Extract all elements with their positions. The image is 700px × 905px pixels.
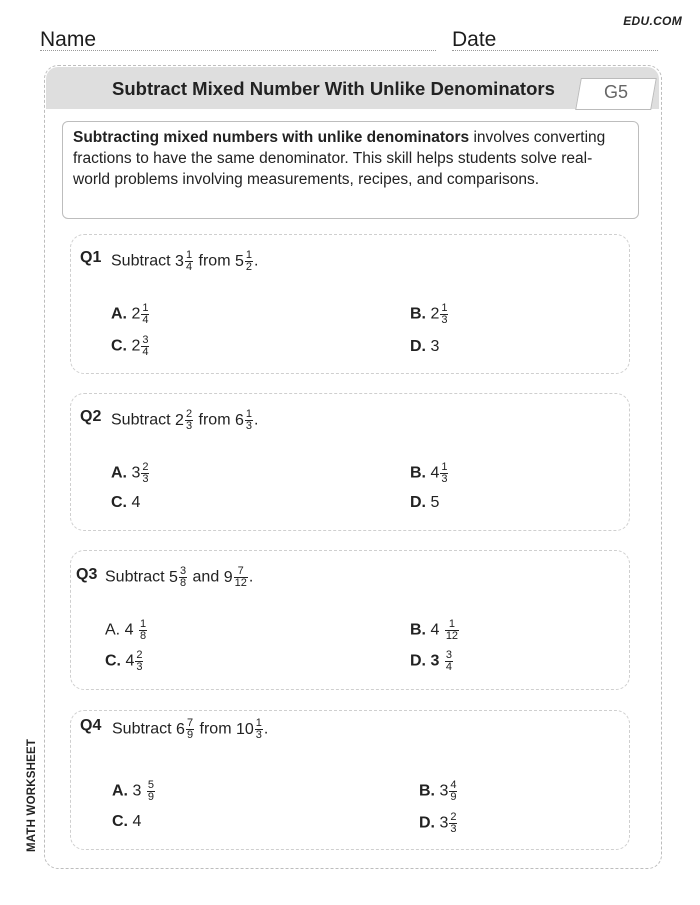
whole-part: 5 xyxy=(234,252,244,270)
mixed-number xyxy=(176,717,195,741)
option-a[interactable] xyxy=(112,780,156,803)
numerator: 4 xyxy=(450,779,457,791)
option-b[interactable] xyxy=(410,462,449,485)
denominator: 9 xyxy=(186,729,194,741)
whole-part: 3 xyxy=(430,652,440,670)
whole-part: 3 xyxy=(175,252,184,270)
numerator: 7 xyxy=(237,565,244,577)
question-number: Q2 xyxy=(80,408,102,425)
option-letter: C. xyxy=(111,337,127,355)
denominator: 3 xyxy=(441,473,448,485)
mixed-number xyxy=(223,565,249,589)
denominator: 8 xyxy=(179,577,187,589)
question-connector: from xyxy=(199,720,232,738)
fraction xyxy=(440,462,448,485)
mixed-number xyxy=(235,717,264,741)
whole-part: 4 xyxy=(131,494,141,511)
option-letter: B. xyxy=(410,464,426,482)
denominator: 3 xyxy=(185,420,193,432)
numerator: 1 xyxy=(448,618,455,630)
denominator: 3 xyxy=(142,473,149,485)
fraction xyxy=(179,566,187,589)
denominator: 4 xyxy=(142,314,149,326)
question-connector: from xyxy=(198,411,231,429)
option-letter: C. xyxy=(105,652,121,670)
whole-part: 9 xyxy=(223,568,233,586)
question-text xyxy=(111,409,258,432)
whole-part: 3 xyxy=(131,464,141,482)
denominator: 3 xyxy=(136,661,143,673)
question-verb: Subtract xyxy=(111,411,171,429)
question-number: Q1 xyxy=(80,249,102,266)
numerator: 1 xyxy=(255,717,262,729)
denominator: 9 xyxy=(147,791,154,803)
numerator: 2 xyxy=(185,408,193,420)
numerator: 1 xyxy=(245,249,253,261)
numerator: 1 xyxy=(441,461,448,473)
option-c[interactable] xyxy=(111,494,140,512)
option-c[interactable] xyxy=(112,813,141,831)
question-period: . xyxy=(263,720,269,738)
fraction xyxy=(440,303,448,326)
question-period: . xyxy=(248,568,254,586)
mixed-number xyxy=(169,565,188,589)
question-text xyxy=(112,718,268,741)
fraction xyxy=(445,619,459,642)
denominator: 12 xyxy=(445,630,459,642)
option-letter: A. xyxy=(112,782,128,800)
whole-part: 4 xyxy=(125,652,135,670)
whole-part: 4 xyxy=(430,621,440,639)
option-letter: D. xyxy=(410,652,426,670)
mixed-number xyxy=(234,408,254,432)
option-letter: B. xyxy=(410,305,426,323)
denominator: 4 xyxy=(185,261,193,273)
denominator: 2 xyxy=(245,261,253,273)
whole-part: 3 xyxy=(430,338,440,355)
numerator: 7 xyxy=(186,717,194,729)
name-label: Name xyxy=(40,28,97,51)
denominator: 12 xyxy=(234,577,247,589)
date-label: Date xyxy=(452,28,497,51)
whole-part: 6 xyxy=(176,720,185,738)
mixed-number xyxy=(234,249,254,273)
intro-bold-text: Subtracting mixed numbers with unlike denominators xyxy=(73,129,470,146)
whole-part: 2 xyxy=(430,305,440,323)
option-letter: C. xyxy=(111,494,127,511)
intro-text: involves converting fractions to have the same denominator. This skill helps students solve real-world problems involving measurements, recipes, and comparisons. xyxy=(73,129,606,188)
whole-part: 2 xyxy=(175,411,184,429)
option-letter: B. xyxy=(410,621,426,639)
worksheet-title: Subtract Mixed Number With Unlike Denominators xyxy=(112,78,555,99)
question-text xyxy=(105,566,253,589)
whole-part: 3 xyxy=(439,782,449,800)
question-verb: Subtract xyxy=(111,252,171,270)
numerator: 5 xyxy=(147,779,154,791)
denominator: 3 xyxy=(441,314,448,326)
side-label: MATH WORKSHEET xyxy=(26,738,38,852)
question-connector: from xyxy=(198,252,231,270)
whole-part: 2 xyxy=(131,337,141,355)
fraction xyxy=(255,718,263,741)
option-d[interactable] xyxy=(410,338,439,356)
whole-part: 5 xyxy=(430,494,440,511)
whole-part: 4 xyxy=(124,621,134,639)
option-a[interactable] xyxy=(105,619,148,642)
date-field[interactable] xyxy=(452,50,658,51)
question-period: . xyxy=(254,411,259,429)
numerator: 2 xyxy=(450,811,457,823)
mixed-number xyxy=(175,249,194,273)
numerator: 1 xyxy=(245,408,253,420)
fraction xyxy=(449,812,457,835)
fraction xyxy=(245,250,253,273)
question-number: Q3 xyxy=(76,566,98,583)
option-c[interactable] xyxy=(111,335,150,358)
question-verb: Subtract xyxy=(112,720,172,738)
numerator: 2 xyxy=(136,649,143,661)
denominator: 9 xyxy=(450,791,457,803)
mixed-number xyxy=(175,408,194,432)
fraction xyxy=(147,780,155,803)
numerator: 3 xyxy=(179,565,187,577)
name-date-row xyxy=(40,28,658,52)
question-connector: and xyxy=(192,568,220,586)
question-verb: Subtract xyxy=(105,568,165,586)
option-letter: C. xyxy=(112,813,128,830)
fraction xyxy=(445,650,453,673)
numerator: 1 xyxy=(139,618,147,630)
whole-part: 3 xyxy=(132,782,142,800)
question-number: Q4 xyxy=(80,717,102,734)
brand-logo: EDU.COM xyxy=(623,14,682,28)
option-letter: A. xyxy=(111,464,127,482)
option-b[interactable] xyxy=(419,780,458,803)
numerator: 1 xyxy=(185,249,193,261)
whole-part: 10 xyxy=(235,720,254,738)
question-text xyxy=(111,250,258,273)
fraction xyxy=(245,409,253,432)
option-b[interactable] xyxy=(410,303,449,326)
option-b[interactable] xyxy=(410,619,460,642)
denominator: 3 xyxy=(255,729,262,741)
numerator: 3 xyxy=(445,649,452,661)
denominator: 4 xyxy=(445,661,452,673)
intro-box xyxy=(62,121,639,219)
whole-part: 2 xyxy=(131,305,141,323)
option-d[interactable] xyxy=(410,494,439,512)
option-letter: D. xyxy=(410,494,426,511)
grade-label: G5 xyxy=(604,82,629,102)
numerator: 1 xyxy=(142,302,149,314)
fraction xyxy=(141,462,149,485)
option-a[interactable] xyxy=(111,303,150,326)
option-d[interactable] xyxy=(410,650,454,673)
option-letter: D. xyxy=(410,338,426,355)
option-d[interactable] xyxy=(419,812,458,835)
fraction xyxy=(139,619,147,642)
option-letter: D. xyxy=(419,814,435,832)
whole-part: 4 xyxy=(132,813,142,830)
fraction xyxy=(234,566,248,589)
numerator: 1 xyxy=(441,302,448,314)
option-letter: A. xyxy=(105,621,121,639)
whole-part: 4 xyxy=(430,464,440,482)
numerator: 3 xyxy=(142,334,149,346)
question-period: . xyxy=(254,252,259,270)
whole-part: 6 xyxy=(234,411,244,429)
denominator: 8 xyxy=(139,630,147,642)
denominator: 4 xyxy=(142,346,149,358)
fraction xyxy=(185,409,193,432)
option-c[interactable] xyxy=(105,650,144,673)
whole-part: 5 xyxy=(169,568,178,586)
fraction xyxy=(186,718,194,741)
fraction xyxy=(141,335,149,358)
option-a[interactable] xyxy=(111,462,150,485)
option-letter: A. xyxy=(111,305,127,323)
option-letter: B. xyxy=(419,782,435,800)
fraction xyxy=(185,250,193,273)
numerator: 2 xyxy=(142,461,149,473)
whole-part: 3 xyxy=(439,814,449,832)
denominator: 3 xyxy=(450,823,457,835)
fraction xyxy=(135,650,143,673)
fraction xyxy=(141,303,149,326)
denominator: 3 xyxy=(245,420,253,432)
name-field[interactable] xyxy=(40,50,436,51)
fraction xyxy=(449,780,457,803)
